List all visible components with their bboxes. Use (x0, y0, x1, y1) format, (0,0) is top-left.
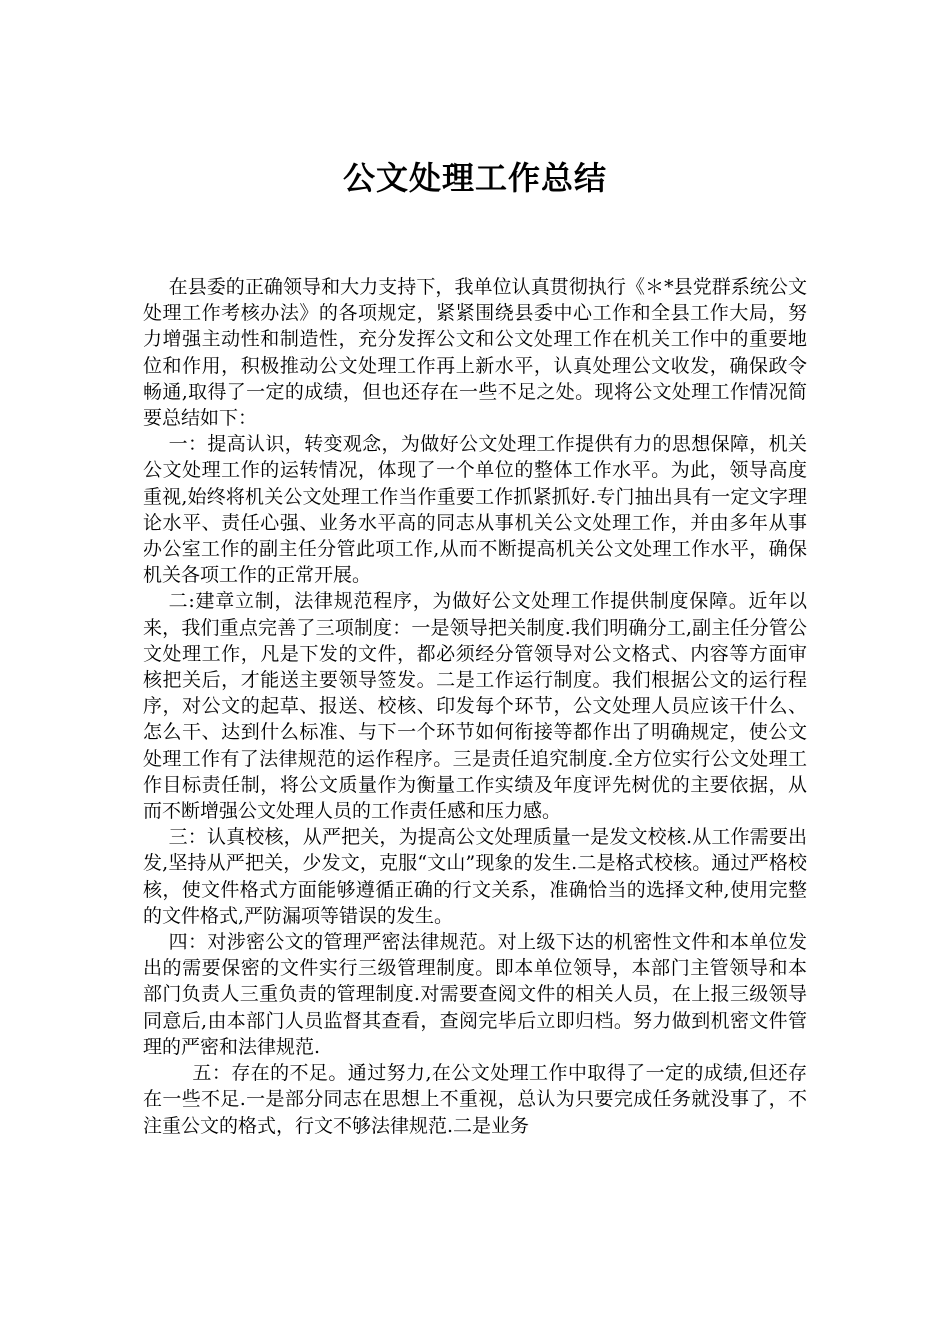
document-body (143, 274, 807, 1139)
paragraph-section-1: 一：提高认识，转变观念，为做好公文处理工作提供有力的思想保障，机关公文处理工作的运转情况，体现了一个单位的整体工作水平。为此，领导高度重视,始终将机关公文处理工作当作重要工作抓紧抓好.专门抽出具有一定文字理论水平、责任心强、业务水平高的同志从事机关公文处理工作，并由多年从事办公室工作的副主任分管此项工作,从而不断提高机关公文处理工作水平，确保机关各项工作的正常开展。 (143, 433, 807, 587)
paragraph-section-4: 四：对涉密公文的管理严密法律规范。对上级下达的机密性文件和本单位发出的需要保密的文件实行三级管理制度。即本单位领导，本部门主管领导和本部门负责人三重负责的管理制度.对需要查阅文件的相关人员，在上报三级领导同意后,由本部门人员监督其查看，查阅完毕后立即归档。努力做到机密文件管理的严密和法律规范. (143, 931, 807, 1058)
document-title: 公文处理工作总结 (342, 159, 607, 197)
paragraph-section-3: 三：认真校核，从严把关，为提高公文处理质量一是发文校核.从工作需要出发,坚持从严把关，少发文，克服“文山”现象的发生.二是格式校核。通过严格校核，使文件格式方面能够遵循正确的行文关系，准确恰当的选择文种,使用完整的文件格式,严防漏项等错误的发生。 (143, 826, 807, 927)
paragraph-intro: 在县委的正确领导和大力支持下，我单位认真贯彻执行《＊*县党群系统公文处理工作考核办法》的各项规定，紧紧围绕县委中心工作和全县工作大局，努力增强主动性和制造性，充分发挥公文和公文处理工作在机关工作中的重要地位和作用，积极推动公文处理工作再上新水平，认真处理公文收发，确保政令畅通,取得了一定的成绩，但也还存在一些不足之处。现将公文处理工作情况简要总结如下： (143, 276, 807, 430)
paragraph-section-2: 二:建章立制，法律规范程序，为做好公文处理工作提供制度保障。近年以来，我们重点完善了三项制度：一是领导把关制度.我们明确分工,副主任分管公文处理工作，凡是下发的文件，都必须经分管领导对公文格式、内容等方面审核把关后，才能送主要领导签发。二是工作运行制度。我们根据公文的运行程序，对公文的起草、报送、校核、印发每个环节，公文处理人员应该干什么、怎么干、达到什么标准、与下一个环节如何衔接等都作出了明确规定，使公文处理工作有了法律规范的运作程序。三是责任追究制度.全方位实行公文处理工作目标责任制，将公文质量作为衡量工作实绩及年度评先树优的主要依据，从而不断增强公文处理人员的工作责任感和压力感。 (143, 590, 807, 823)
paragraph-section-5: 五：存在的不足。通过努力,在公文处理工作中取得了一定的成绩,但还存在一些不足.一是部分同志在思想上不重视，总认为只要完成任务就没事了，不注重公文的格式，行文不够法律规范.二是业务 (143, 1062, 807, 1137)
